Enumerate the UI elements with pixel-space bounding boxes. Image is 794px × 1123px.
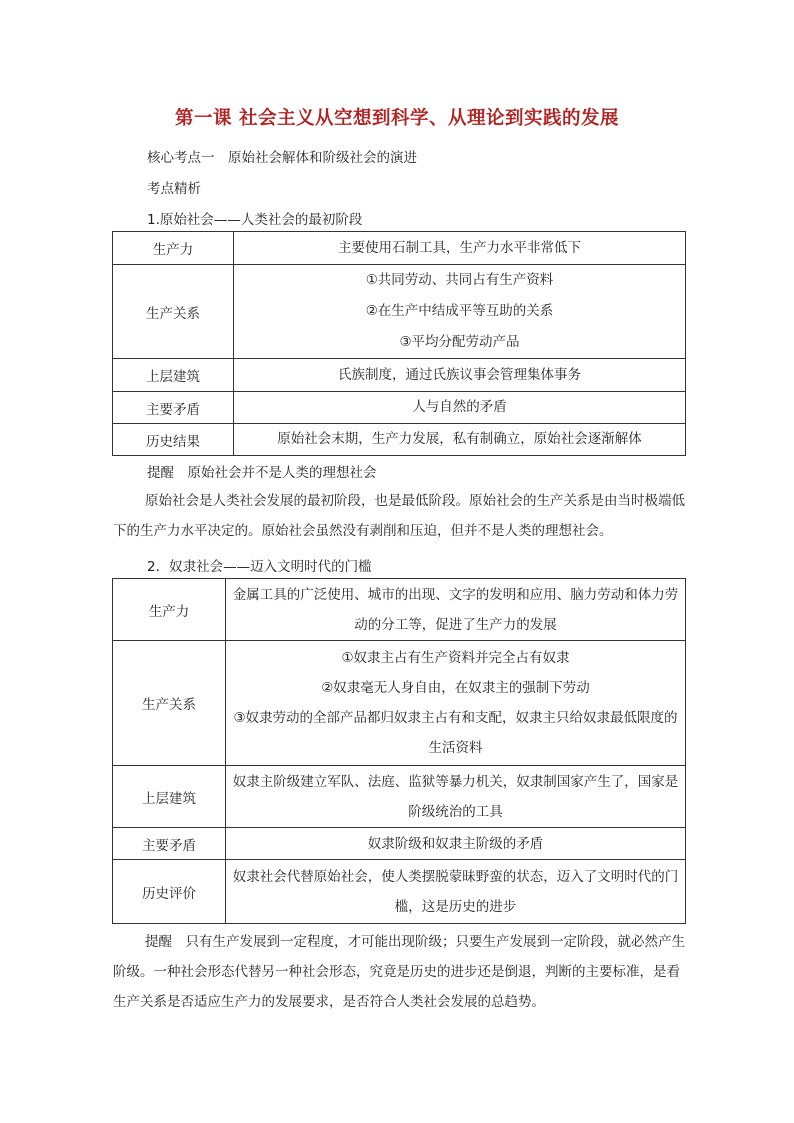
slave-society-table <box>112 578 686 924</box>
row-value: 奴隶社会代替原始社会，使人类摆脱蒙昧野蛮的状态，迈入了文明时代的门槛，这是历史的进步 <box>226 860 686 924</box>
table-row <box>113 424 686 456</box>
section2-heading: 2．奴隶社会——迈入文明时代的门槛 <box>147 559 372 575</box>
table-row <box>113 766 686 828</box>
row-value: 人与自然的矛盾 <box>234 392 686 424</box>
table-row <box>113 359 686 392</box>
table-row <box>113 265 686 359</box>
row-label: 生产关系 <box>113 265 234 359</box>
table-row <box>113 828 686 860</box>
table-row <box>113 232 686 265</box>
tip1-heading: 提醒 原始社会并不是人类的理想社会 <box>147 465 377 481</box>
section1-heading: 1.原始社会——人类社会的最初阶段 <box>147 212 363 228</box>
row-label: 历史评价 <box>113 860 226 924</box>
row-value: 氏族制度，通过氏族议事会管理集体事务 <box>234 359 686 392</box>
row-value: 奴隶阶级和奴隶主阶级的矛盾 <box>226 828 686 860</box>
row-label: 主要矛盾 <box>113 828 226 860</box>
row-value: 原始社会末期，生产力发展，私有制确立，原始社会逐渐解体 <box>234 424 686 456</box>
lesson-title: 第一课 社会主义从空想到科学、从理论到实践的发展 <box>175 108 619 129</box>
row-label: 主要矛盾 <box>113 392 234 424</box>
row-label: 生产力 <box>113 579 226 641</box>
row-label: 生产力 <box>113 232 234 265</box>
row-value: 主要使用石制工具，生产力水平非常低下 <box>234 232 686 265</box>
row-label: 历史结果 <box>113 424 234 456</box>
table-row <box>113 860 686 924</box>
row-label: 上层建筑 <box>113 766 226 828</box>
row-value: 奴隶主阶级建立军队、法庭、监狱等暴力机关，奴隶制国家产生了，国家是阶级统治的工具 <box>226 766 686 828</box>
analysis-label: 考点精析 <box>147 181 201 197</box>
row-value: 金属工具的广泛使用、城市的出现、文字的发明和应用、脑力劳动和体力劳动的分工等，促进了生产力的发展 <box>226 579 686 641</box>
tip2-body: 提醒 只有生产发展到一定程度，才可能出现阶级；只要生产发展到一定阶段，就必然产生阶级。一种社会形态代替另一种社会形态，究竟是历史的进步还是倒退，判断的主要标准，是看生产关系是否适应生产力的发展要求，是否符合人类社会发展的总趋势。 <box>113 934 685 1010</box>
table-row <box>113 641 686 766</box>
row-value: ①共同劳动、共同占有生产资料 ②在生产中结成平等互助的关系 ③平均分配劳动产品 <box>234 265 686 359</box>
table-row <box>113 392 686 424</box>
primitive-society-table <box>112 231 686 456</box>
core-point-heading: 核心考点一 原始社会解体和阶级社会的演进 <box>147 150 417 166</box>
row-label: 生产关系 <box>113 641 226 766</box>
table-row <box>113 579 686 641</box>
row-value: ①奴隶主占有生产资料并完全占有奴隶 ②奴隶毫无人身自由，在奴隶主的强制下劳动 ③奴隶劳动的全部产品都归奴隶主占有和支配，奴隶主只给奴隶最低限度的生活资料 <box>226 641 686 766</box>
tip1-body: 原始社会是人类社会发展的最初阶段，也是最低阶段。原始社会的生产关系是由当时极端低下的生产力水平决定的。原始社会虽然没有剥削和压迫，但并不是人类的理想社会。 <box>113 493 685 539</box>
row-label: 上层建筑 <box>113 359 234 392</box>
